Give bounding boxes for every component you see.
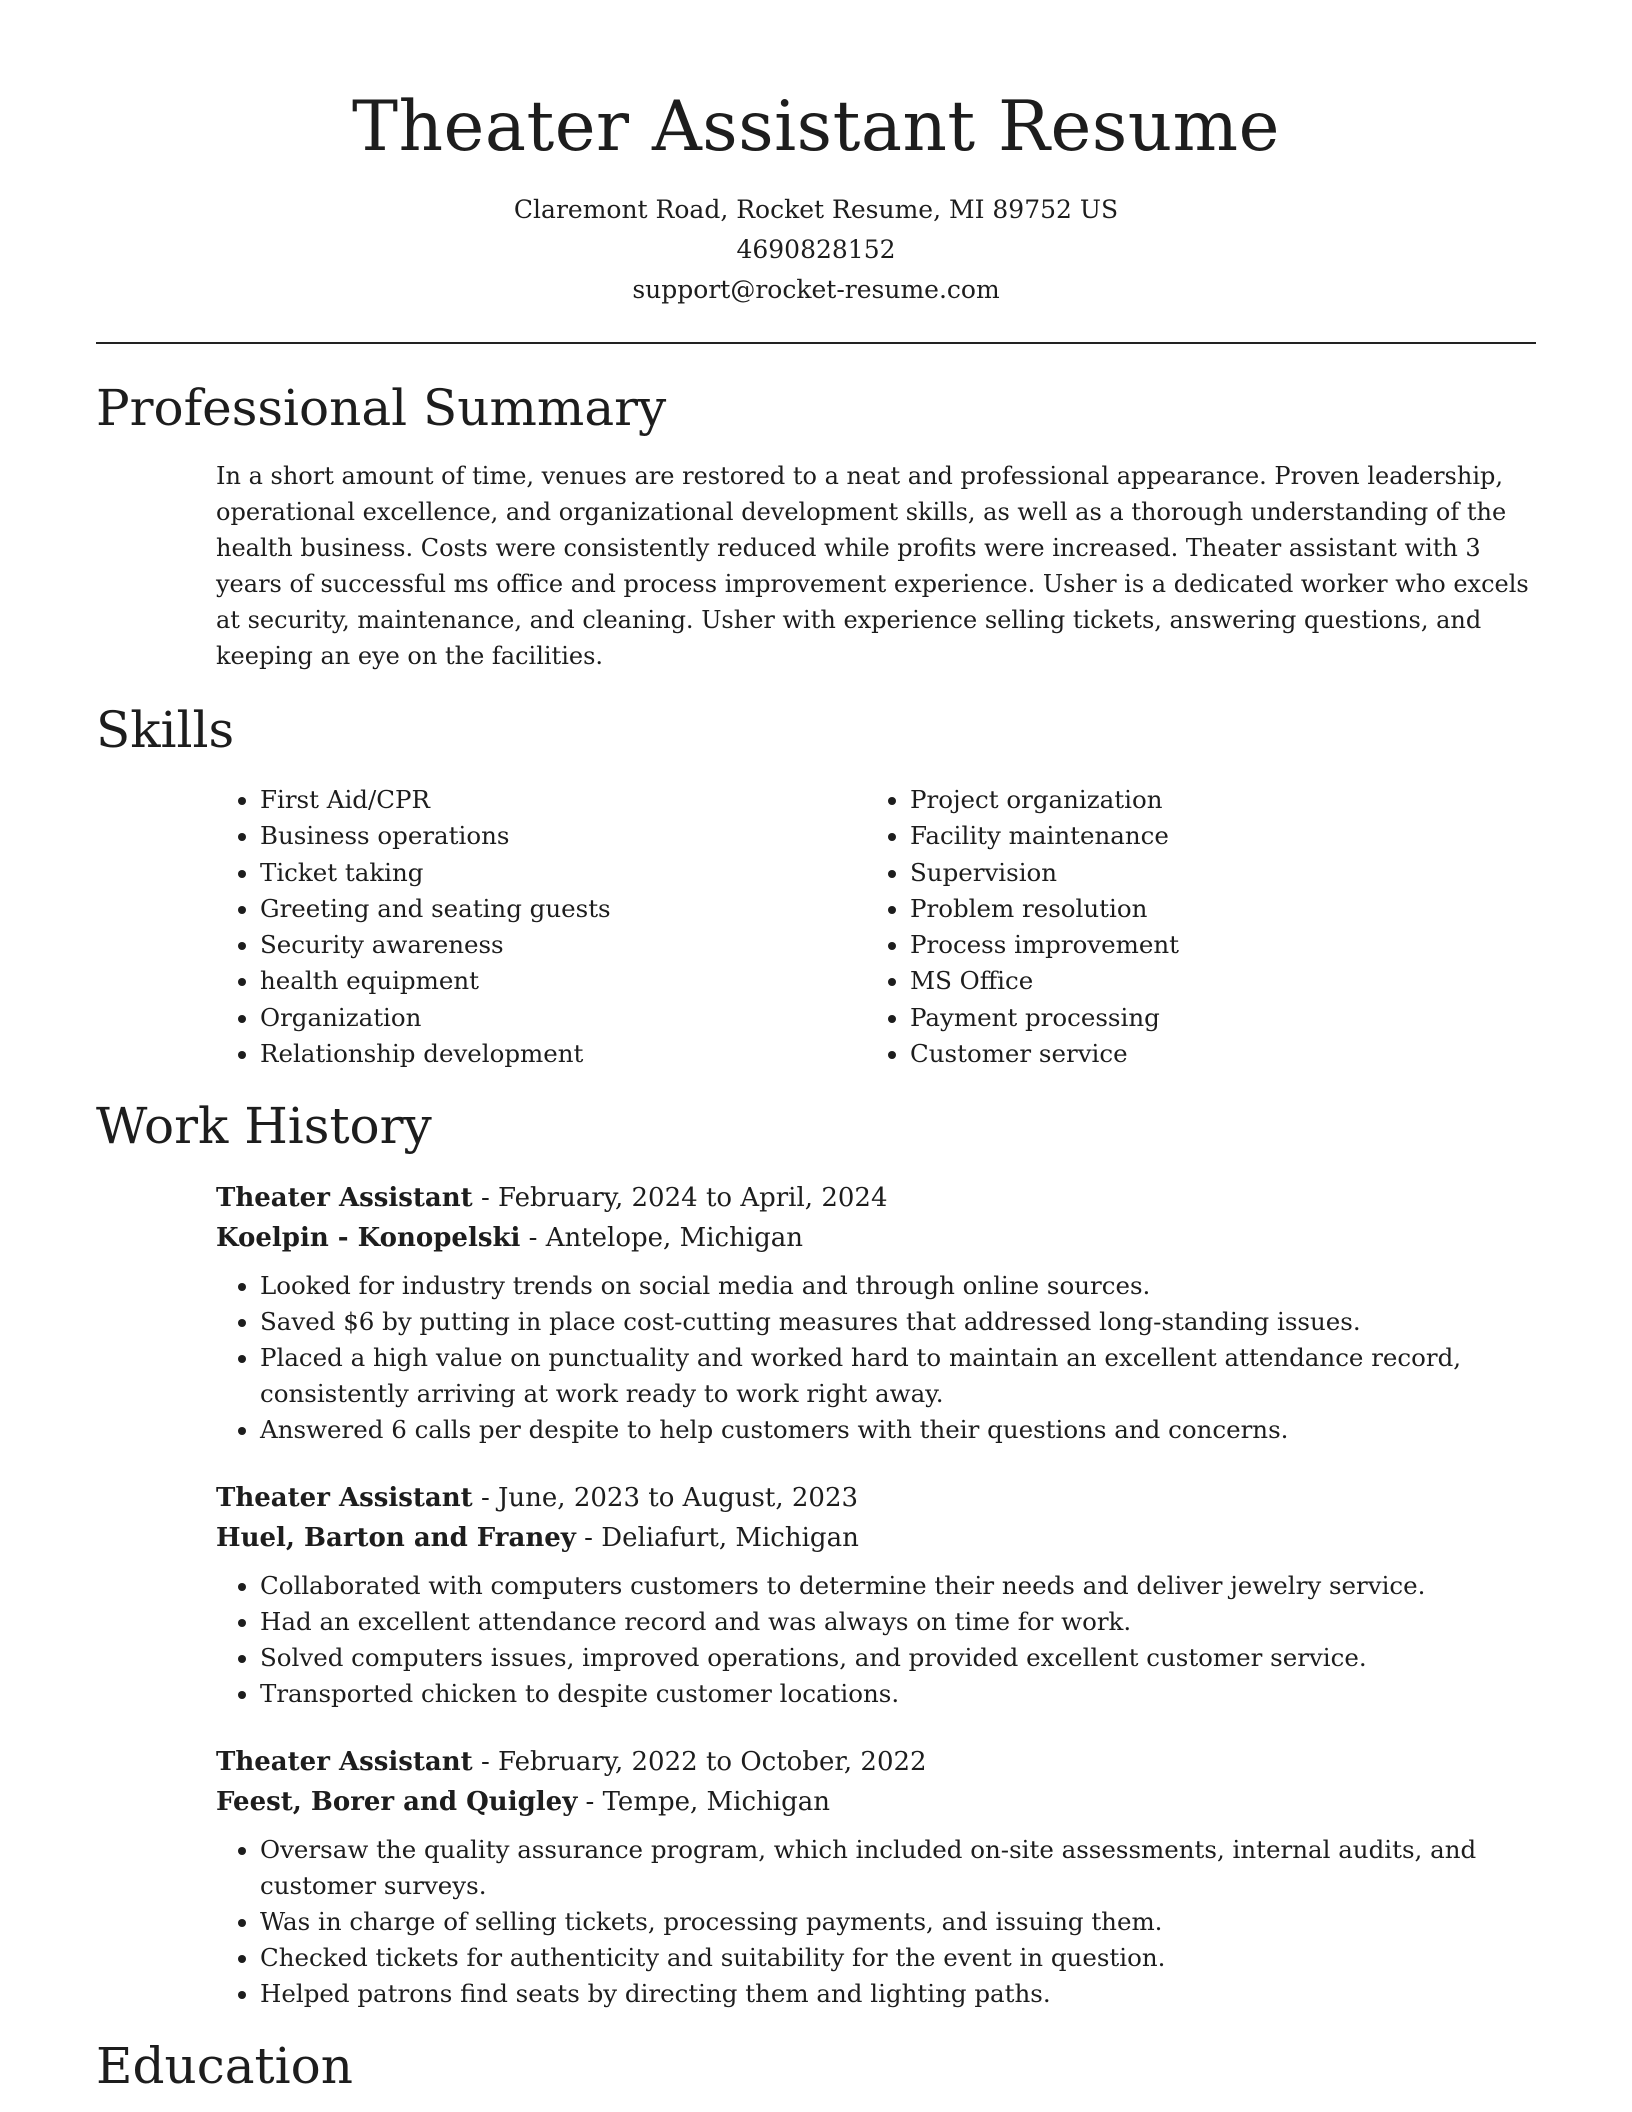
job-bullet: • Collaborated with computers customers to determine their needs and deliver jewelry service. bbox=[260, 1568, 1536, 1604]
job-entry bbox=[216, 1478, 1536, 1712]
contact-email: support@rocket-resume.com bbox=[632, 275, 1000, 304]
job-entry bbox=[216, 1742, 1536, 2012]
skill-item: • Supervision bbox=[910, 855, 1516, 891]
skill-item: • health equipment bbox=[260, 963, 866, 999]
skill-item: • Project organization bbox=[910, 782, 1516, 818]
skill-item: • Organization bbox=[260, 1000, 866, 1036]
contact-phone: 4690828152 bbox=[736, 235, 896, 264]
job-company: Huel, Barton and Franey bbox=[216, 1523, 576, 1554]
job-bullets bbox=[216, 1268, 1536, 1448]
job-entry bbox=[216, 1178, 1536, 1448]
skill-item: • MS Office bbox=[910, 963, 1516, 999]
job-title-line bbox=[216, 1178, 1536, 1218]
job-bullet: • Had an excellent attendance record and was always on time for work. bbox=[260, 1604, 1536, 1640]
job-company: Koelpin - Konopelski bbox=[216, 1223, 521, 1254]
resume-title: Theater Assistant Resume bbox=[352, 87, 1280, 167]
skill-item: • Business operations bbox=[260, 818, 866, 854]
skill-item: • Security awareness bbox=[260, 927, 866, 963]
job-bullet: • Helped patrons find seats by directing them and lighting paths. bbox=[260, 1976, 1536, 2012]
work-history-heading: Work History bbox=[96, 1097, 432, 1156]
job-bullet: • Was in charge of selling tickets, processing payments, and issuing them. bbox=[260, 1904, 1536, 1940]
job-bullet: • Solved computers issues, improved operations, and provided excellent customer service. bbox=[260, 1640, 1536, 1676]
skill-item: • Ticket taking bbox=[260, 855, 866, 891]
job-company: Feest, Borer and Quigley bbox=[216, 1787, 578, 1818]
skill-item: • Facility maintenance bbox=[910, 818, 1516, 854]
skills-column-left bbox=[216, 782, 866, 1072]
skills-heading: Skills bbox=[96, 701, 235, 759]
job-bullet: • Looked for industry trends on social media and through online sources. bbox=[260, 1268, 1536, 1304]
contact-info bbox=[96, 190, 1536, 310]
summary-text: In a short amount of time, venues are restored to a neat and professional appearance. Proven leadership, operational excellence, and organizational development skills, as well as a thorough understanding of the health business. Costs were consistently reduced while profits were increased. Theater assistant with 3 years of successful ms office and process improvement experience. Usher is a dedicated worker who excels at security, maintenance, and cleaning. Usher with experience selling tickets, answering questions, and keeping an eye on the facilities. bbox=[216, 462, 1529, 670]
job-bullets bbox=[216, 1568, 1536, 1712]
header-divider bbox=[96, 342, 1536, 344]
job-location: - Deliafurt, Michigan bbox=[575, 1523, 859, 1554]
skill-item: • Process improvement bbox=[910, 927, 1516, 963]
summary-heading: Professional Summary bbox=[96, 379, 667, 437]
job-bullets bbox=[216, 1832, 1536, 2012]
skill-item: • Greeting and seating guests bbox=[260, 891, 866, 927]
job-role: Theater Assistant bbox=[216, 1183, 473, 1214]
job-location: - Tempe, Michigan bbox=[577, 1787, 830, 1818]
skill-item: • Customer service bbox=[910, 1036, 1516, 1072]
skills-list bbox=[216, 782, 1536, 1072]
job-company-line bbox=[216, 1518, 1536, 1558]
job-company-line bbox=[216, 1218, 1536, 1258]
job-bullet: • Checked tickets for authenticity and suitability for the event in question. bbox=[260, 1940, 1536, 1976]
job-company-line bbox=[216, 1782, 1536, 1822]
job-bullet: • Transported chicken to despite customer locations. bbox=[260, 1676, 1536, 1712]
resume-header bbox=[96, 0, 1536, 310]
job-location: - Antelope, Michigan bbox=[520, 1223, 804, 1254]
job-bullet: • Answered 6 calls per despite to help customers with their questions and concerns. bbox=[260, 1412, 1536, 1448]
skill-item: • Payment processing bbox=[910, 1000, 1516, 1036]
job-bullet: • Oversaw the quality assurance program, which included on-site assessments, internal audits, and customer surveys. bbox=[260, 1832, 1536, 1904]
job-dates: - February, 2022 to October, 2022 bbox=[472, 1747, 927, 1778]
contact-address: Claremont Road, Rocket Resume, MI 89752 US bbox=[513, 195, 1119, 224]
job-bullet: • Saved $6 by putting in place cost-cutting measures that addressed long-standing issues. bbox=[260, 1304, 1536, 1340]
job-title-line bbox=[216, 1742, 1536, 1782]
skill-item: • Relationship development bbox=[260, 1036, 866, 1072]
job-dates: - February, 2024 to April, 2024 bbox=[472, 1183, 888, 1214]
job-title-line bbox=[216, 1478, 1536, 1518]
job-bullet: • Placed a high value on punctuality and worked hard to maintain an excellent attendance record, consistently arriving at work ready to work right away. bbox=[260, 1340, 1536, 1412]
education-heading: Education bbox=[96, 2037, 353, 2096]
skill-item: • Problem resolution bbox=[910, 891, 1516, 927]
skills-column-right bbox=[866, 782, 1516, 1072]
job-role: Theater Assistant bbox=[216, 1483, 473, 1514]
skill-item: • First Aid/CPR bbox=[260, 782, 866, 818]
job-role: Theater Assistant bbox=[216, 1747, 473, 1778]
job-dates: - June, 2023 to August, 2023 bbox=[472, 1483, 859, 1514]
